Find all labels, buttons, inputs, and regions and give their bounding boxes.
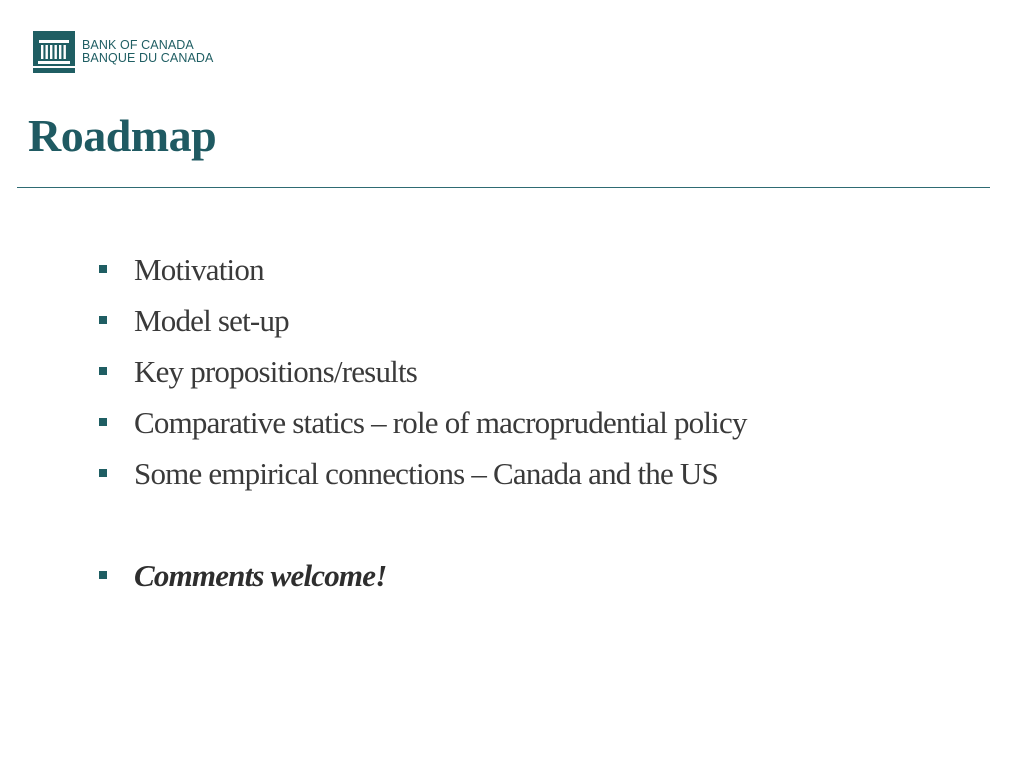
logo-line-french: BANQUE DU CANADA [82, 51, 214, 65]
bullet-item [96, 295, 747, 346]
bullet-item [96, 244, 747, 295]
bank-building-icon [33, 31, 75, 73]
bullet-square-icon [99, 316, 107, 324]
bullet-item [96, 448, 747, 499]
bullet-text: Key propositions/results [134, 354, 418, 389]
bullet-item [96, 346, 747, 397]
bullet-square-icon [99, 418, 107, 426]
bullet-text: Some empirical connections – Canada and the US [134, 456, 718, 491]
bullet-square-icon [99, 265, 107, 273]
closing-bullet [96, 550, 747, 601]
bullet-item [96, 397, 747, 448]
bullet-square-icon [99, 571, 107, 579]
bullet-text: Comparative statics – role of macroprudential policy [134, 405, 747, 440]
bullet-square-icon [99, 367, 107, 375]
title-divider [17, 187, 990, 188]
logo-wordmark [82, 39, 213, 65]
slide-title: Roadmap [28, 110, 217, 161]
closing-text: Comments welcome! [134, 558, 387, 593]
bank-of-canada-logo [33, 31, 213, 73]
logo-line-english: BANK OF CANADA [82, 38, 194, 52]
bullet-list [96, 244, 747, 601]
bullet-square-icon [99, 469, 107, 477]
bullet-text: Motivation [134, 252, 264, 287]
bullet-text: Model set-up [134, 303, 289, 338]
